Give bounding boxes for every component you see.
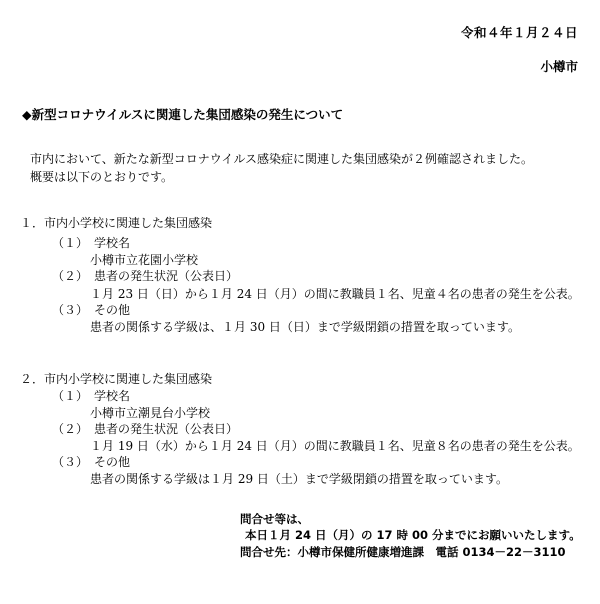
contact-hours: 本日１月 24 日（月）の 17 時 00 分までにお願いいたします。 [245, 528, 581, 542]
section-2-item-1-label: （１） 学校名 [52, 389, 131, 403]
contact-heading: 問合せ等は、 [240, 512, 309, 526]
section-2-item-3-text: 患者の関係する学級は１月 29 日（土）まで学級閉鎖の措置を取っています。 [90, 472, 508, 486]
section-1-item-1-label: （１） 学校名 [52, 236, 131, 250]
intro-line-2: 概要は以下のとおりです。 [30, 170, 174, 184]
release-date: 令和４年１月２４日 [460, 25, 578, 40]
section-1-item-2-label: （２） 患者の発生状況（公表日） [52, 269, 239, 283]
section-2-item-3-label: （３） その他 [52, 455, 131, 469]
intro-line-1: 市内において、新たな新型コロナウイルス感染症に関連した集団感染が２例確認されました。 [30, 152, 534, 166]
section-2-item-2-text: １月 19 日（水）から１月 24 日（月）の間に教職員１名、児童８名の患者の発生を公表。 [90, 439, 580, 453]
section-1-item-3-label: （３） その他 [52, 303, 131, 317]
section-1-item-3-text: 患者の関係する学級は、１月 30 日（日）まで学級閉鎖の措置を取っています。 [90, 320, 520, 334]
issuer-name: 小樽市 [540, 59, 578, 74]
section-1-item-1-text: 小樽市立花園小学校 [90, 253, 199, 267]
contact-info: 問合せ先：小樽市保健所健康増進課 電話 0134－22－3110 [240, 545, 566, 559]
section-2-item-1-text: 小樽市立潮見台小学校 [90, 406, 211, 420]
section-1-heading: １．市内小学校に関連した集団感染 [20, 216, 213, 230]
section-1-item-2-text: １月 23 日（日）から１月 24 日（月）の間に教職員１名、児童４名の患者の発生を公表。 [90, 287, 580, 301]
section-2-heading: ２．市内小学校に関連した集団感染 [20, 372, 213, 386]
section-2-item-2-label: （２） 患者の発生状況（公表日） [52, 422, 239, 436]
document-title: ◆新型コロナウイルスに関連した集団感染の発生について [22, 107, 344, 122]
